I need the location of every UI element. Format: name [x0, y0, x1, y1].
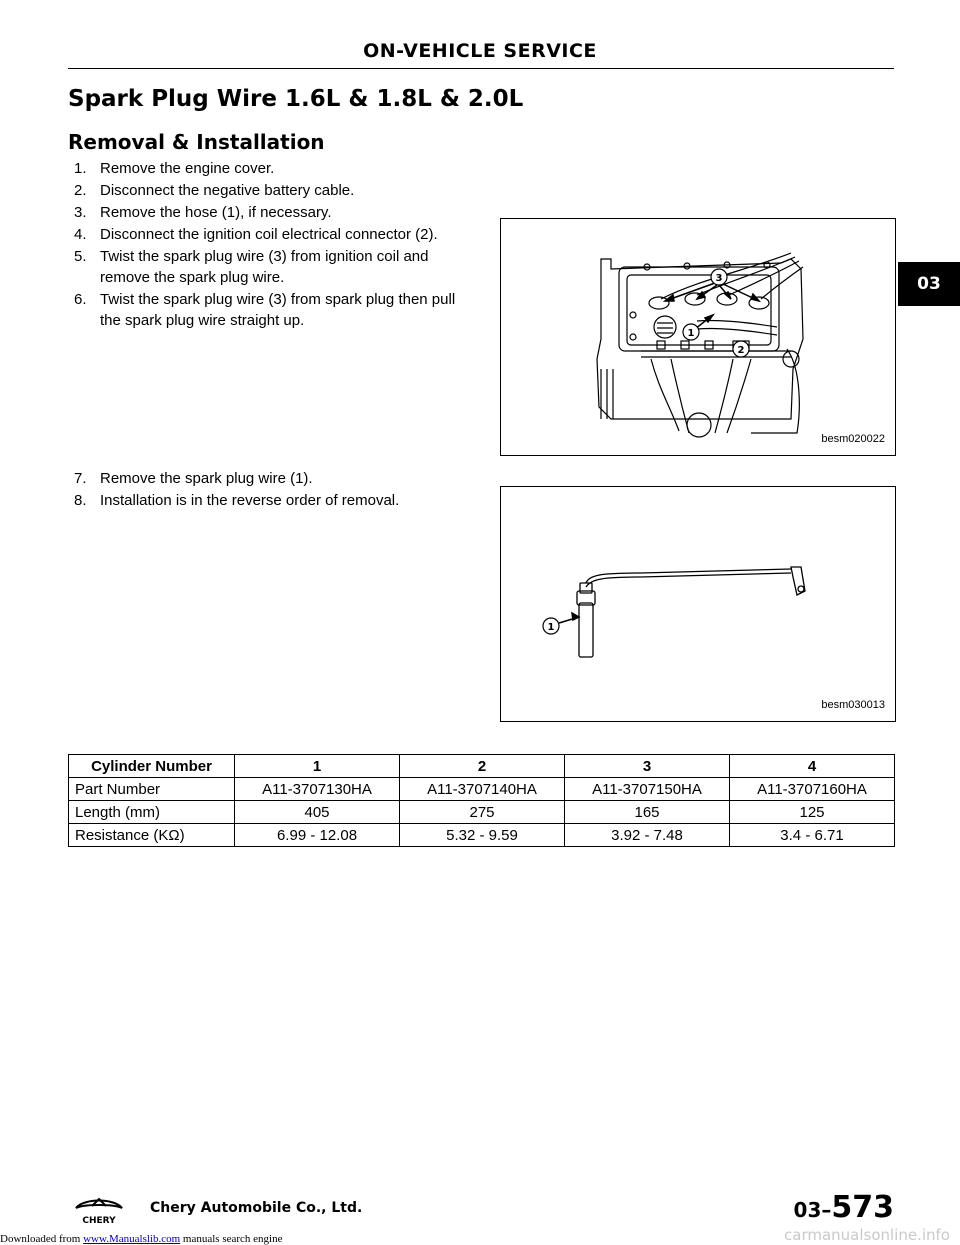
- running-header: ON-VEHICLE SERVICE: [363, 40, 597, 62]
- table-cell: 3.4 - 6.71: [730, 824, 895, 847]
- step-item: [74, 490, 469, 511]
- manualslib-link[interactable]: www.Manualslib.com: [83, 1233, 181, 1245]
- table-header-cell: 4: [730, 755, 895, 778]
- table-cell: 6.99 - 12.08: [235, 824, 400, 847]
- table-cell: Length (mm): [69, 801, 235, 824]
- step-number: 8.: [74, 492, 87, 509]
- table-header-row: [69, 755, 895, 778]
- table-header-cell: 3: [565, 755, 730, 778]
- step-item: [74, 289, 469, 331]
- step-number: 4.: [74, 226, 87, 243]
- spark-plug-wire-drawing: [501, 487, 895, 721]
- page-number-value: 573: [831, 1190, 894, 1225]
- step-text: Disconnect the ignition coil electrical connector (2).: [100, 226, 438, 243]
- table-cell: A11-3707150HA: [565, 778, 730, 801]
- callout-label: 2: [737, 345, 745, 356]
- chapter-tab: 03: [898, 262, 960, 306]
- step-number: 6.: [74, 291, 87, 308]
- step-text: Remove the engine cover.: [100, 160, 275, 177]
- step-item: [74, 158, 469, 179]
- engine-drawing: [501, 219, 895, 455]
- step-number: 7.: [74, 470, 87, 487]
- table-header-cell: Cylinder Number: [69, 755, 235, 778]
- step-item: [74, 224, 469, 245]
- step-text: Twist the spark plug wire (3) from ignition coil and remove the spark plug wire.: [100, 248, 429, 286]
- watermark: carmanualsonline.info: [784, 1226, 950, 1244]
- company-name: Chery Automobile Co., Ltd.: [150, 1200, 363, 1216]
- step-number: 1.: [74, 160, 87, 177]
- chery-logo: [72, 1196, 126, 1226]
- table-cell: 405: [235, 801, 400, 824]
- table-header-cell: 1: [235, 755, 400, 778]
- step-number: 2.: [74, 182, 87, 199]
- steps-list-a: [74, 158, 469, 332]
- figure-engine-illustration: [500, 218, 896, 456]
- callout-label: 1: [687, 328, 695, 339]
- page-prefix: 03–: [793, 1198, 832, 1222]
- step-item: [74, 202, 469, 223]
- header-rule: [68, 68, 894, 69]
- step-text: Disconnect the negative battery cable.: [100, 182, 355, 199]
- section-subtitle: Removal & Installation: [68, 130, 325, 154]
- table-cell: Part Number: [69, 778, 235, 801]
- table-cell: 275: [400, 801, 565, 824]
- step-number: 5.: [74, 248, 87, 265]
- section-title: Spark Plug Wire 1.6L & 1.8L & 2.0L: [68, 86, 524, 112]
- step-item: [74, 468, 469, 489]
- download-prefix: Downloaded from: [0, 1233, 84, 1245]
- table-cell: 3.92 - 7.48: [565, 824, 730, 847]
- logo-text: CHERY: [82, 1216, 116, 1226]
- table-cell: 125: [730, 801, 895, 824]
- step-text: Remove the hose (1), if necessary.: [100, 204, 332, 221]
- table-cell: A11-3707160HA: [730, 778, 895, 801]
- download-note: [0, 1233, 282, 1245]
- step-text: Installation is in the reverse order of removal.: [100, 492, 400, 509]
- step-text: Twist the spark plug wire (3) from spark plug then pull the spark plug wire straight up.: [100, 291, 456, 329]
- table-cell: 5.32 - 9.59: [400, 824, 565, 847]
- table-cell: A11-3707140HA: [400, 778, 565, 801]
- steps-list-b: [74, 468, 469, 512]
- table-row: [69, 801, 895, 824]
- spark-plug-wire-spec-table: [68, 754, 895, 847]
- step-item: [74, 180, 469, 201]
- figure-code: besm020022: [821, 433, 885, 445]
- table-cell: A11-3707130HA: [235, 778, 400, 801]
- table-row: [69, 778, 895, 801]
- figure-spark-plug-wire: [500, 486, 896, 722]
- table-row: [69, 824, 895, 847]
- page-number: [794, 1190, 894, 1225]
- table-header-cell: 2: [400, 755, 565, 778]
- table-cell: 165: [565, 801, 730, 824]
- figure-code: besm030013: [821, 699, 885, 711]
- download-suffix: manuals search engine: [180, 1233, 283, 1245]
- step-item: [74, 246, 469, 288]
- step-text: Remove the spark plug wire (1).: [100, 470, 313, 487]
- table-cell: Resistance (KΩ): [69, 824, 235, 847]
- callout-label: 1: [547, 622, 555, 633]
- step-number: 3.: [74, 204, 87, 221]
- callout-label: 3: [715, 273, 723, 284]
